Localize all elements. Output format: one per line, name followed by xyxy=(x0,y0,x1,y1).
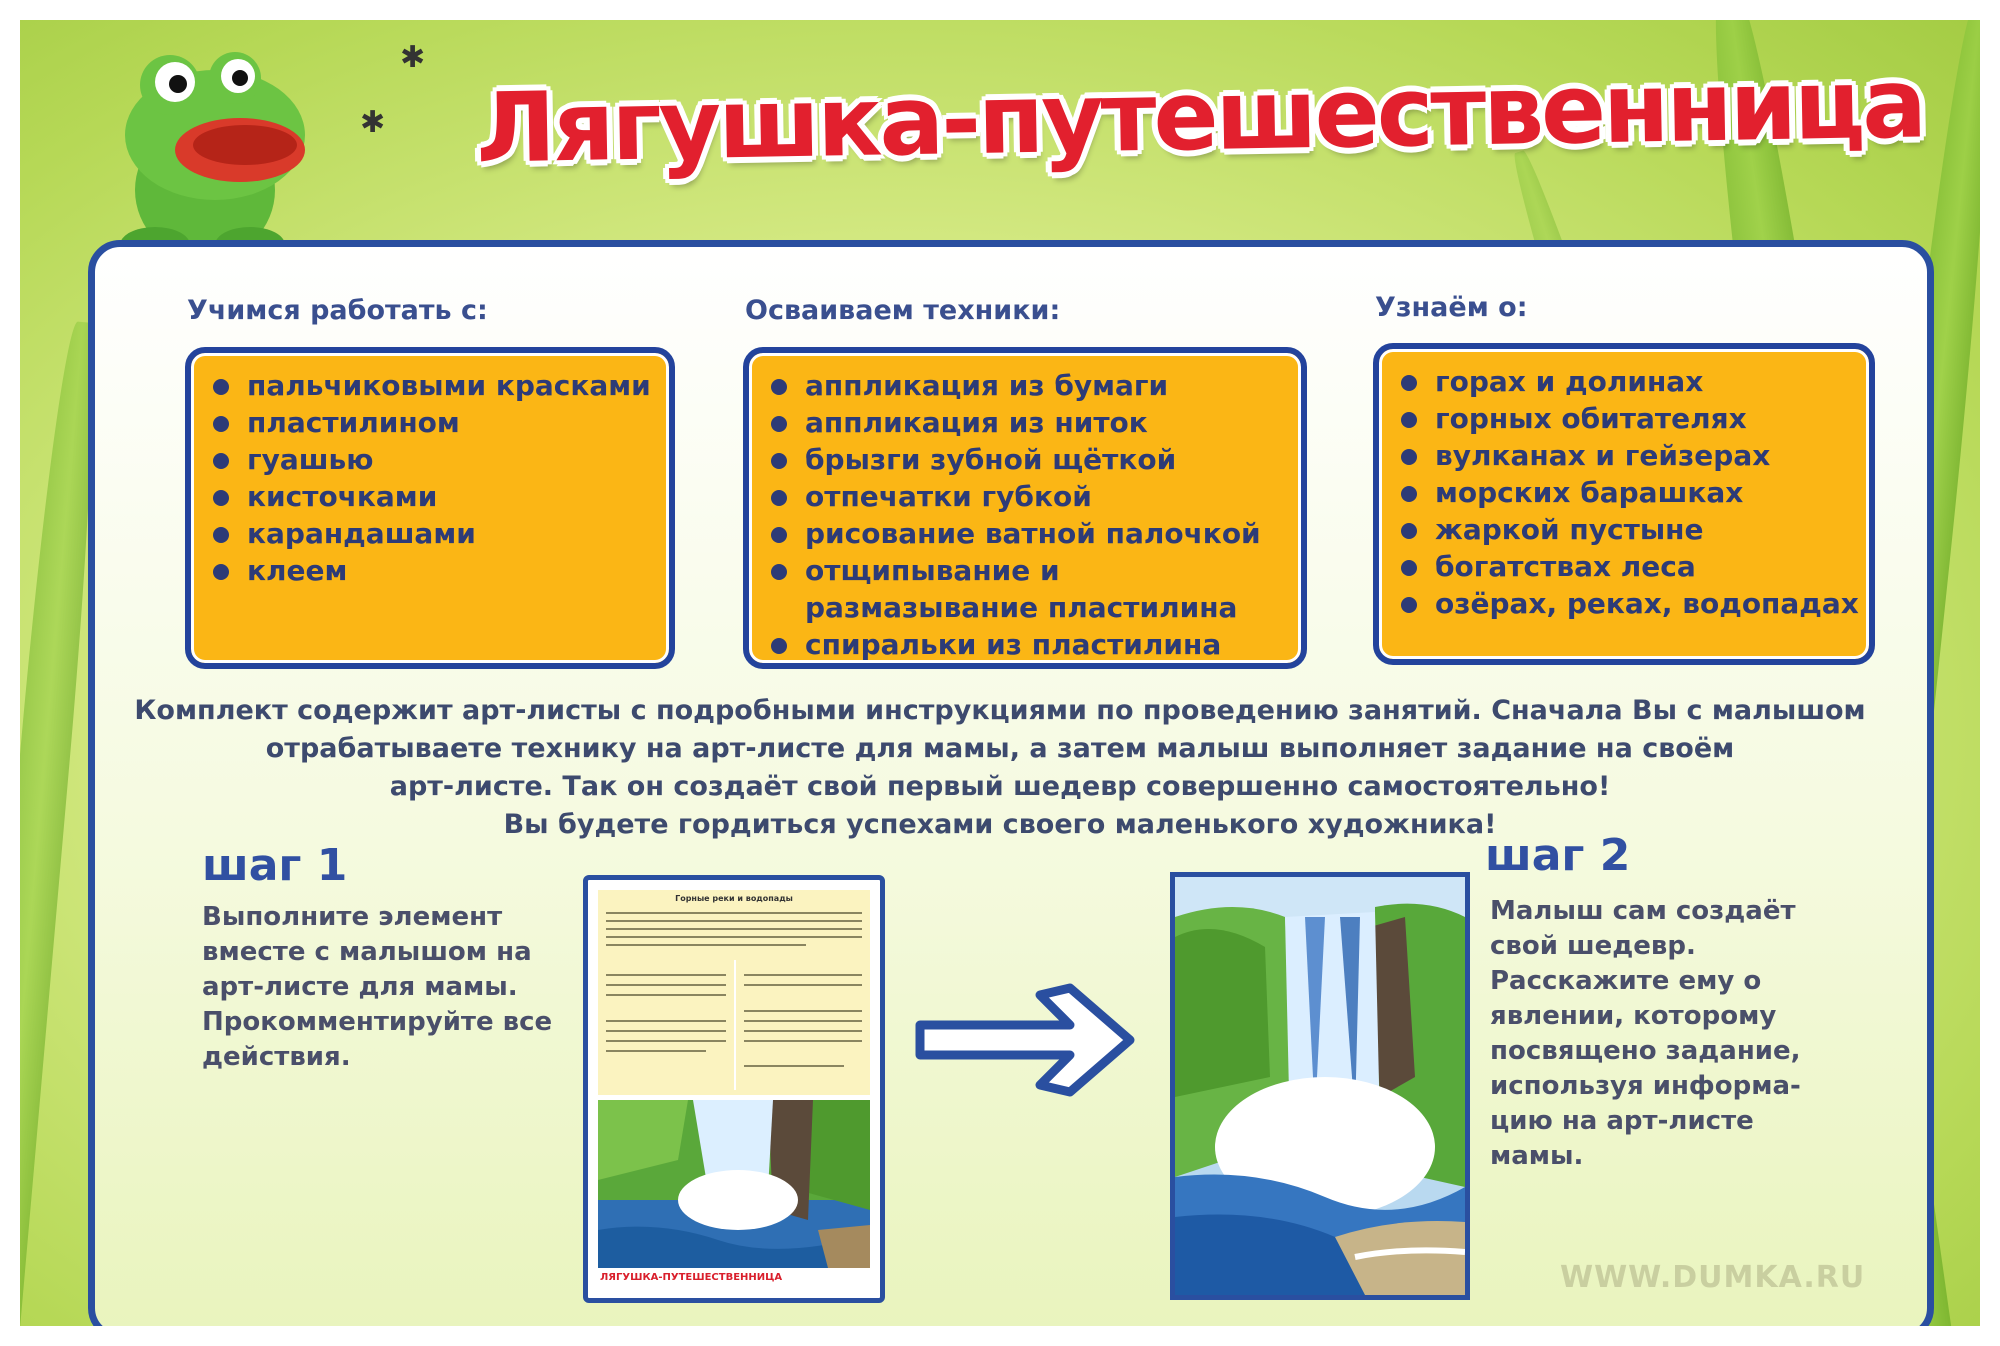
page-title: Лягушка-путешественница xyxy=(475,47,1925,185)
step1-line: арт-листе для мамы. xyxy=(202,972,518,1002)
text-line xyxy=(744,1065,844,1067)
step2-line: используя информа- xyxy=(1490,1071,1801,1101)
step1-text xyxy=(202,900,552,1075)
list-item: морских барашках xyxy=(1401,474,1869,511)
sheet-heading: Горные реки и водопады xyxy=(675,894,793,903)
step2-text xyxy=(1490,894,1801,1174)
step2-line: Расскажите ему о xyxy=(1490,966,1762,996)
list-item: озёрах, реках, водопадах xyxy=(1401,585,1869,622)
text-line xyxy=(606,928,862,930)
mosquito-icon: ✱ xyxy=(400,40,426,75)
text-line xyxy=(744,1020,862,1022)
step2-title: шаг 2 xyxy=(1485,830,1631,881)
waterfall-illustration-small xyxy=(598,1100,870,1268)
description-line: Вы будете гордиться успехами своего маленького художника! xyxy=(503,809,1497,840)
list-item: гуашью xyxy=(213,441,669,478)
text-line xyxy=(606,1050,706,1052)
list-item: отпечатки губкой xyxy=(771,478,1301,515)
list-item: аппликация из бумаги xyxy=(771,367,1301,404)
text-line xyxy=(606,1030,726,1032)
step2-line: Малыш сам создаёт xyxy=(1490,896,1796,926)
text-line xyxy=(744,1010,862,1012)
text-line xyxy=(606,974,726,976)
step1-title: шаг 1 xyxy=(202,840,348,891)
sheet-instructions xyxy=(598,890,870,1095)
text-line xyxy=(744,974,862,976)
mosquito-icon: ✱ xyxy=(360,105,386,140)
poster-background xyxy=(20,20,1980,1326)
materials-box xyxy=(185,347,675,669)
step2-line: цию на арт-листе xyxy=(1490,1106,1754,1136)
list-item: вулканах и гейзерах xyxy=(1401,437,1869,474)
text-line xyxy=(744,1030,862,1032)
list-item: рисование ватной палочкой xyxy=(771,515,1301,552)
text-line xyxy=(606,1040,726,1042)
step1-line: Прокомментируйте все xyxy=(202,1007,553,1037)
column-heading-learn: Учимся работать с: xyxy=(187,295,488,326)
step2-line: мамы. xyxy=(1490,1141,1584,1171)
waterfall-artwork xyxy=(1170,872,1470,1300)
step2-line: посвящено задание, xyxy=(1490,1036,1801,1066)
description-line: отрабатываете технику на арт-листе для мамы, а затем малыш выполняет задание на своём xyxy=(265,733,1735,764)
list-item: брызги зубной щёткой xyxy=(771,441,1301,478)
text-line xyxy=(744,1040,862,1042)
text-line xyxy=(744,984,862,986)
step1-line: действия. xyxy=(202,1042,351,1072)
list-item: пластилином xyxy=(213,404,669,441)
list-item: богатствах леса xyxy=(1401,548,1869,585)
mom-art-sheet xyxy=(583,875,885,1303)
list-item: жаркой пустыне xyxy=(1401,511,1869,548)
list-item: клеем xyxy=(213,552,669,589)
text-line xyxy=(606,920,862,922)
description-line: арт-листе. Так он создаёт свой первый шедевр совершенно самостоятельно! xyxy=(389,771,1611,802)
sheet-caption: ЛЯГУШКА-ПУТЕШЕСТВЕННИЦА xyxy=(600,1272,783,1283)
list-item: кисточками xyxy=(213,478,669,515)
list-item: карандашами xyxy=(213,515,669,552)
list-item: спиральки из пластилина xyxy=(771,626,1301,663)
text-line xyxy=(606,1020,726,1022)
list-item: отщипывание и размазывание пластилина xyxy=(771,552,1301,626)
step2-line: свой шедевр. xyxy=(1490,931,1696,961)
frog-icon xyxy=(100,40,330,270)
column-heading-topics: Узнаём о: xyxy=(1375,292,1528,323)
text-line xyxy=(606,936,862,938)
sheet-divider xyxy=(734,960,736,1090)
text-line xyxy=(606,912,862,914)
techniques-box xyxy=(743,347,1307,669)
list-item: пальчиковыми красками xyxy=(213,367,669,404)
list-item: горах и долинах xyxy=(1401,363,1869,400)
text-line xyxy=(606,994,726,996)
list-item: аппликация из ниток xyxy=(771,404,1301,441)
step1-line: Выполните элемент xyxy=(202,902,503,932)
list-item: горных обитателях xyxy=(1401,400,1869,437)
arrow-right-icon xyxy=(910,980,1140,1100)
description-line: Комплект содержит арт-листы с подробными инструкциями по проведению занятий. Сначала Вы с малышом xyxy=(134,695,1866,726)
column-heading-techniques: Осваиваем техники: xyxy=(745,295,1061,326)
text-line xyxy=(606,984,726,986)
description-text xyxy=(120,692,1880,844)
watermark: WWW.DUMKA.RU xyxy=(1560,1260,1866,1295)
text-line xyxy=(606,944,806,946)
step2-line: явлении, которому xyxy=(1490,1001,1777,1031)
step1-line: вместе с малышом на xyxy=(202,937,532,967)
topics-box xyxy=(1373,343,1875,665)
